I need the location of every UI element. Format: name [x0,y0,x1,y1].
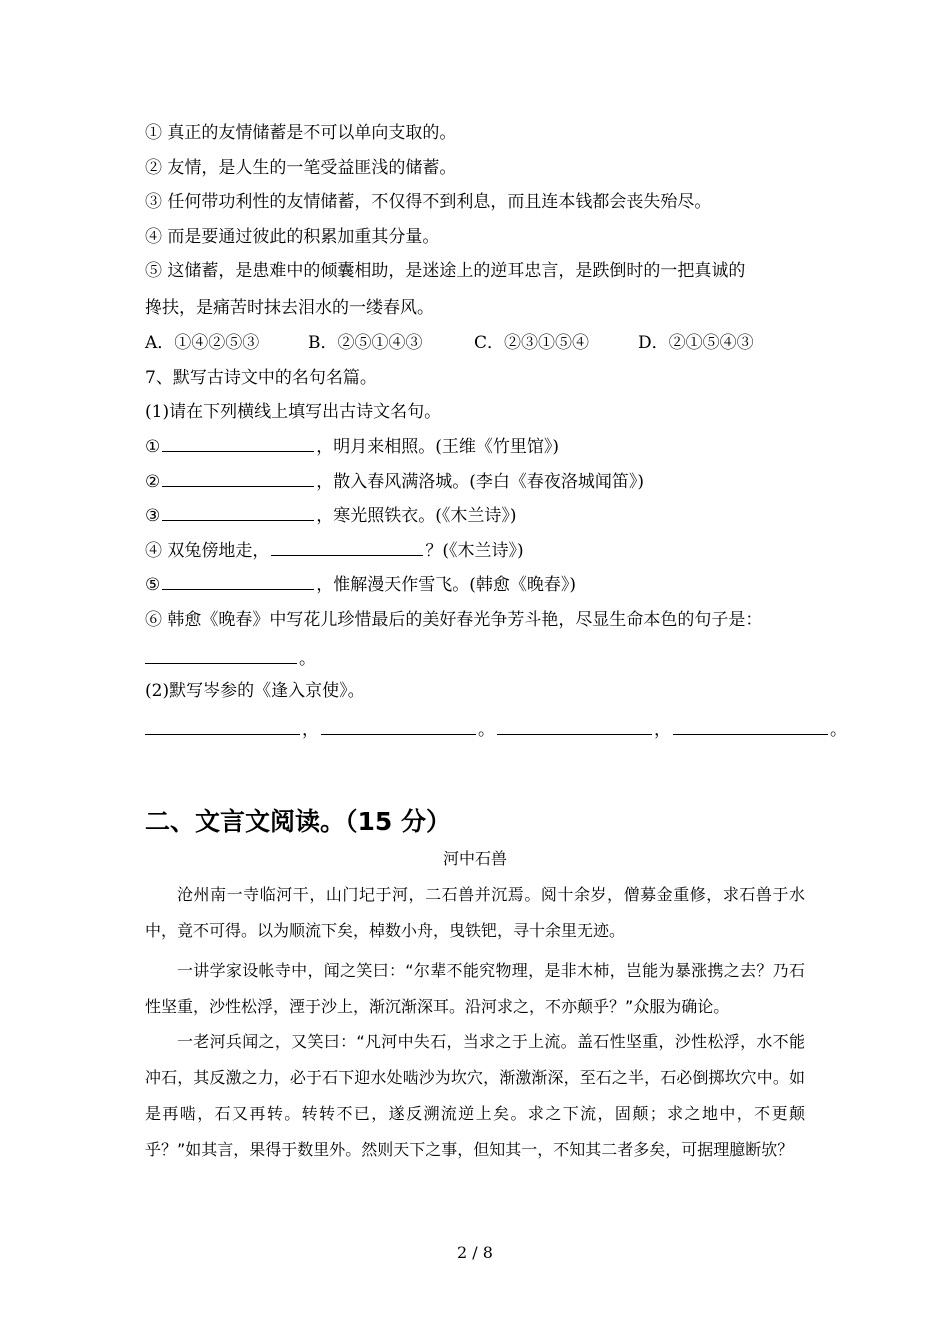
option-a: A．①④②⑤③ [145,333,260,353]
section-2-heading: 二、文言文阅读。（15 分） [145,807,451,836]
fill-blank[interactable] [271,539,423,556]
item-text: ，惟解漫天作雪飞。(韩愈《晚春》) [316,575,577,595]
poem-item-5 [145,573,576,596]
poem-item-1 [145,435,559,458]
question-7-title: 7、默写古诗文中的名句名篇。 [145,368,377,388]
item-number: ⑤ [145,575,161,595]
poem-item-3 [145,504,517,527]
separator: 。 [830,720,847,740]
fill-blank[interactable] [162,470,314,487]
fill-blank[interactable] [145,647,297,664]
item-number: ② [145,472,161,492]
fill-blank[interactable] [162,573,314,590]
passage-paragraph-2: 一讲学家设帐寺中，闻之笑曰：“尔辈不能究物理，是非木杮，岂能为暴涨携之去？乃石性坚重，沙性松浮，湮于沙上，渐沉渐深耳。沿河求之，不亦颠乎？”众服为确论。 [145,961,805,1016]
item-number: ① [145,437,161,457]
passage-paragraph-3: 一老河兵闻之，又笑曰：“凡河中失石，当求之于上流。盖石性坚重，沙性松浮，水不能冲石，其反激之力，必于石下迎水处啮沙为坎穴，渐激渐深，至石之半，石必倒掷坎穴中。如是再啮，石又再转。转转不已，遂反溯流逆上矣。求之下流，固颠；求之地中，不更颠乎？”如其言，果得于数里外。然则天下之事，但知其一，不知其二者多矣，可据理臆断欤？ [145,1032,805,1159]
sentence-2: ② 友情，是人生的一笔受益匪浅的储蓄。 [145,158,457,178]
item-text: ，明月来相照。(王维《竹里馆》) [316,437,560,457]
separator: ， [302,720,319,740]
option-b: B．②⑤①④③ [308,333,423,353]
poem-item-2 [145,470,644,493]
fill-blank[interactable] [321,718,476,735]
option-c: C．②③①⑤④ [474,333,590,353]
sentence-5: ⑤ 这储蓄，是患难中的倾囊相助，是迷途上的逆耳忠言，是跌倒时的一把真诚的 [145,261,746,281]
item-number: ③ [145,506,161,526]
sentence-4: ④ 而是要通过彼此的积累加重其分量。 [145,227,440,247]
item-text: ④ 双兔傍地走， [145,541,270,561]
item-text: ？(《木兰诗》) [425,541,524,561]
poem-item-6-answer [145,647,316,670]
fill-blank[interactable] [162,504,314,521]
question-7-part1: (1)请在下列横线上填写出古诗文名句。 [145,402,442,422]
question-7-part2: (2)默写岑参的《逢入京使》。 [145,681,365,701]
sentence-3: ③ 任何带功利性的友情储蓄，不仅得不到利息，而且连本钱都会丧失殆尽。 [145,192,712,212]
fill-blank[interactable] [145,718,300,735]
item-text: 。 [299,649,316,669]
sentence-1: ① 真正的友情储蓄是不可以单向支取的。 [145,123,457,143]
poem-item-4 [145,539,524,562]
sentence-5-cont: 搀扶，是痛苦时抹去泪水的一缕春风。 [145,298,434,318]
passage-paragraph-1: 沧州南一寺临河干，山门圮于河，二石兽并沉焉。阅十余岁，僧募金重修，求石兽于水中，竟不可得。以为顺流下矣，棹数小舟，曳铁钯，寻十余里无迹。 [145,885,805,940]
passage-title: 河中石兽 [442,849,507,868]
poem-answer-lines [145,718,847,741]
fill-blank[interactable] [162,435,314,452]
item-text: ，散入春风满洛城。(李白《春夜洛城闻笛》) [316,472,645,492]
item-text: ，寒光照铁衣。(《木兰诗》) [316,506,517,526]
fill-blank[interactable] [497,718,652,735]
separator: 。 [478,720,495,740]
fill-blank[interactable] [673,718,828,735]
separator: ， [654,720,671,740]
poem-item-6: ⑥ 韩愈《晚春》中写花儿珍惜最后的美好春光争芳斗艳，尽显生命本色的句子是： [145,610,763,630]
option-d: D．②①⑤④③ [638,333,754,353]
page-number: 2 / 8 [457,1243,493,1262]
